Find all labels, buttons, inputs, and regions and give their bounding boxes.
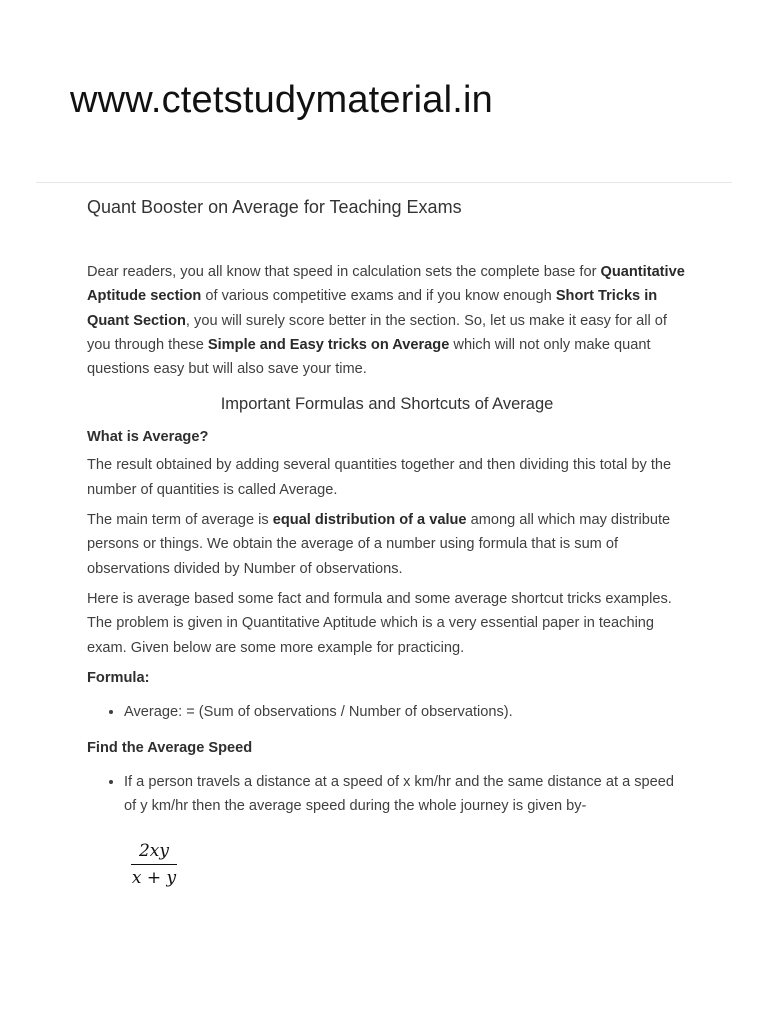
header-divider (36, 182, 732, 183)
article-content (87, 194, 687, 888)
post-title: Quant Booster on Average for Teaching Exams (87, 197, 462, 217)
site-url: www.ctetstudymaterial.in (70, 79, 493, 121)
definition-paragraph: The result obtained by adding several quantities together and then dividing this total by the number of quantities is called Average. (87, 457, 672, 498)
intro-text-3: , you will surely score better in the section. So, let us make it easy for all of you through these (87, 312, 667, 353)
average-speed-formula (131, 841, 177, 888)
formula-numerator: 2xy (138, 840, 169, 861)
intro-bold-3: Simple and Easy tricks on Average (207, 336, 450, 353)
formula-item: • Average: = (Sum of observations / Number of observations). (124, 700, 687, 724)
intro-text-4: which will not only make quant questions easy but will also save your time. (87, 336, 651, 378)
formula-heading: Formula: (87, 669, 150, 686)
main-term-text-1: The main term of average is (87, 512, 273, 529)
intro-text-2: of various competitive exams and if you know enough (201, 288, 556, 305)
main-term-bold: equal distribution of a value (272, 512, 467, 529)
formula-denominator: x + y (131, 867, 177, 888)
intro-text-1: Dear readers, you all know that speed in calculation sets the complete base for (87, 264, 601, 280)
intro-paragraph (87, 260, 687, 381)
main-term-paragraph (87, 508, 687, 581)
what-is-average-heading: What is Average? (87, 429, 209, 446)
intro-bold-2: Short Tricks in Quant Section (87, 288, 658, 329)
section-heading: Important Formulas and Shortcuts of Average (220, 395, 554, 414)
average-speed-heading: Find the Average Speed (87, 740, 253, 757)
examples-paragraph: Here is average based some fact and formula and some average shortcut tricks examples. The problem is given in Quantitative Aptitude which is a very essential paper in teaching exam. Given below are some more example for practicing. (87, 590, 672, 656)
main-term-text-2: among all which may distribute persons or things. We obtain the average of a number using formula that is sum of observations divided by Number of observations. (87, 512, 671, 577)
average-speed-list (87, 770, 687, 819)
intro-bold-1: Quantitative Aptitude section (87, 264, 685, 305)
formula-list (87, 700, 687, 724)
average-speed-item: • If a person travels a distance at a speed of x km/hr and the same distance at a speed of y km/hr then the average speed during the whole journey is given by- (124, 770, 687, 819)
